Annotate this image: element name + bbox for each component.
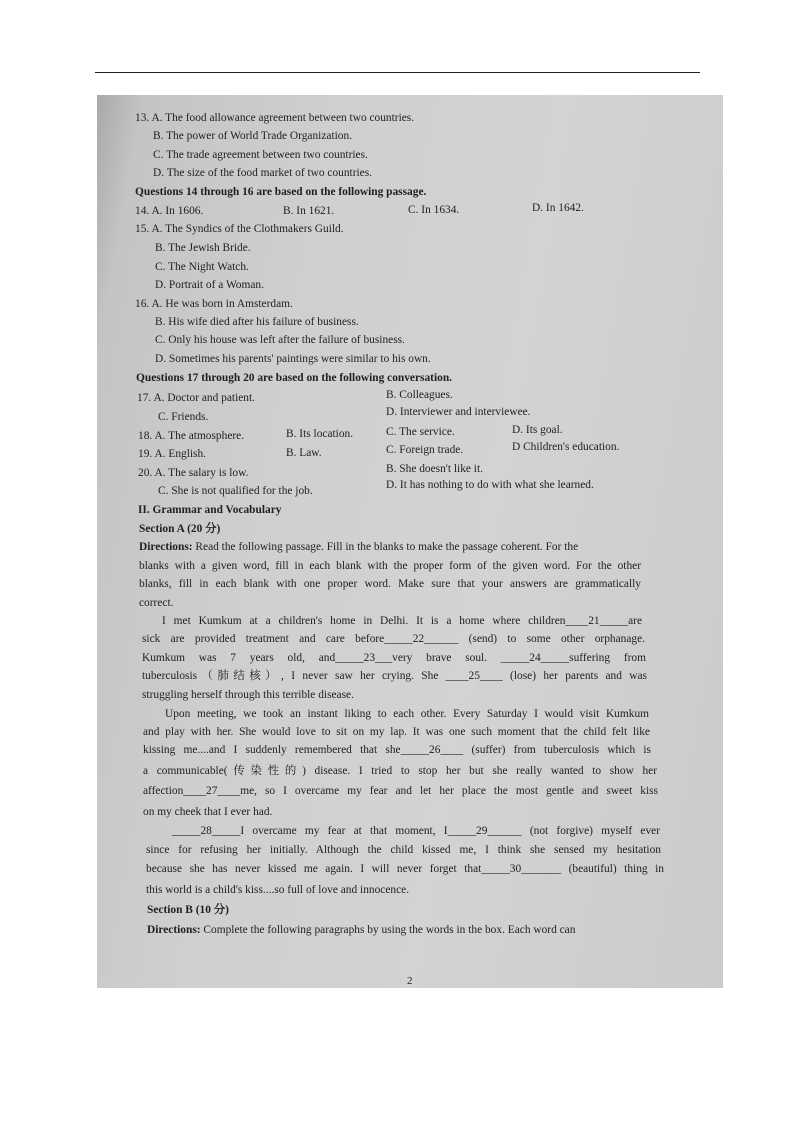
q17-option-d: D. Interviewer and interviewee. [386,406,531,418]
q19-option-d: D Children's education. [512,441,620,453]
q20-option-a: 20. A. The salary is low. [138,467,249,479]
passage-p2-line-5: affection____27____me, so I overcame my fear and let her place the most gentle and sweet kiss [143,785,658,797]
passage-p1-line-5: struggling herself through this terrible disease. [142,689,354,701]
directions-a-line-4: correct. [139,597,174,609]
passage-p2-line-1: Upon meeting, we took an instant liking to each other. Every Saturday I would visit Kumkum [165,708,649,720]
heading-q17-20: Questions 17 through 20 are based on the following conversation. [136,372,453,384]
passage-p2-line-2: and play with her. She would love to sit on my lap. It was one such moment that the child felt like [143,726,650,738]
directions-b-label: Directions: [147,924,201,936]
part-title: II. Grammar and Vocabulary [138,504,282,516]
q15-option-c: C. The Night Watch. [155,261,249,273]
q20-option-d: D. It has nothing to do with what she learned. [386,479,594,491]
passage-p1-line-4: tuberculosis（肺结核）, I never saw her crying. She ____25____ (lose) her parents and was [142,670,647,682]
q16-option-d: D. Sometimes his parents' paintings were similar to his own. [155,353,431,365]
passage-p2-line-4: a communicable(传染性的) disease. I tried to stop her but she really wanted to show her [143,765,657,777]
passage-p3-line-3: because she has never kissed me again. I will never forget that_____30_______ (beautiful) thing in [146,863,664,875]
q18-option-d: D. Its goal. [512,424,563,436]
passage-p3-line-2: since for refusing her initially. Although the child kissed me, I think she sensed my hesitation [146,844,661,856]
q19-option-b: B. Law. [286,447,322,459]
q14-option-d: D. In 1642. [532,202,584,214]
q14-option-b: B. In 1621. [283,205,335,217]
passage-p1-line-3: Kumkum was 7 years old, and_____23___very brave soul. _____24_____suffering from [142,652,646,664]
q17-option-b: B. Colleagues. [386,389,453,401]
q13-option-d: D. The size of the food market of two countries. [153,167,372,179]
section-a-title: Section A (20 分) [139,523,221,535]
q15-option-a: 15. A. The Syndics of the Clothmakers Guild. [135,223,344,235]
directions-a-line-1: Directions: Read the following passage. Fill in the blanks to make the passage coherent. For the [139,541,579,553]
q15-option-b: B. The Jewish Bride. [155,242,251,254]
q13-option-c: C. The trade agreement between two countries. [153,149,368,161]
q17-option-a: 17. A. Doctor and patient. [137,392,255,404]
directions-a-line-3: blanks, fill in each blank with one proper word. Make sure that your answers are grammatically [139,578,641,590]
q20-option-b: B. She doesn't like it. [386,463,483,475]
q17-option-c: C. Friends. [158,411,209,423]
q14-option-c: C. In 1634. [408,204,460,216]
q14-option-a: 14. A. In 1606. [135,205,204,217]
q18-option-b: B. Its location. [286,428,354,440]
passage-p2-line-3: kissing me....and I suddenly remembered that she_____26____ (suffer) from tuberculosis which is [143,744,651,756]
passage-p3-line-1: _____28_____I overcame my fear at that moment, I_____29______ (not forgive) myself ever [172,825,660,837]
q18-option-c: C. The service. [386,426,455,438]
passage-p3-line-4: this world is a child's kiss....so full of love and innocence. [146,884,410,896]
header-rule [95,72,700,73]
directions-b-line-1: Directions: Complete the following paragraphs by using the words in the box. Each word can [147,924,576,936]
q20-option-c: C. She is not qualified for the job. [158,485,313,497]
section-b-title: Section B (10 分) [147,904,229,916]
q16-option-c: C. Only his house was left after the failure of business. [155,334,405,346]
directions-a-label: Directions: [139,541,193,553]
q16-option-a: 16. A. He was born in Amsterdam. [135,298,293,310]
q13-option-a: 13. A. The food allowance agreement between two countries. [135,112,415,124]
heading-q14-16: Questions 14 through 16 are based on the following passage. [135,186,427,198]
q19-option-a: 19. A. English. [138,448,207,460]
passage-p1-line-1: I met Kumkum at a children's home in Delhi. It is a home where children____21_____are [162,615,642,627]
q15-option-d: D. Portrait of a Woman. [155,279,264,291]
q19-option-c: C. Foreign trade. [386,444,464,456]
passage-p2-line-6: on my cheek that I ever had. [143,806,273,818]
passage-p1-line-2: sick are provided treatment and care before_____22______ (send) to some other orphanage. [142,633,645,645]
directions-a-line-2: blanks with a given word, fill in each blank with the proper form of the given word. For the other [139,560,641,572]
q13-option-b: B. The power of World Trade Organization. [153,130,353,142]
page-number: 2 [407,975,413,987]
q18-option-a: 18. A. The atmosphere. [138,430,245,442]
q16-option-b: B. His wife died after his failure of business. [155,316,359,328]
